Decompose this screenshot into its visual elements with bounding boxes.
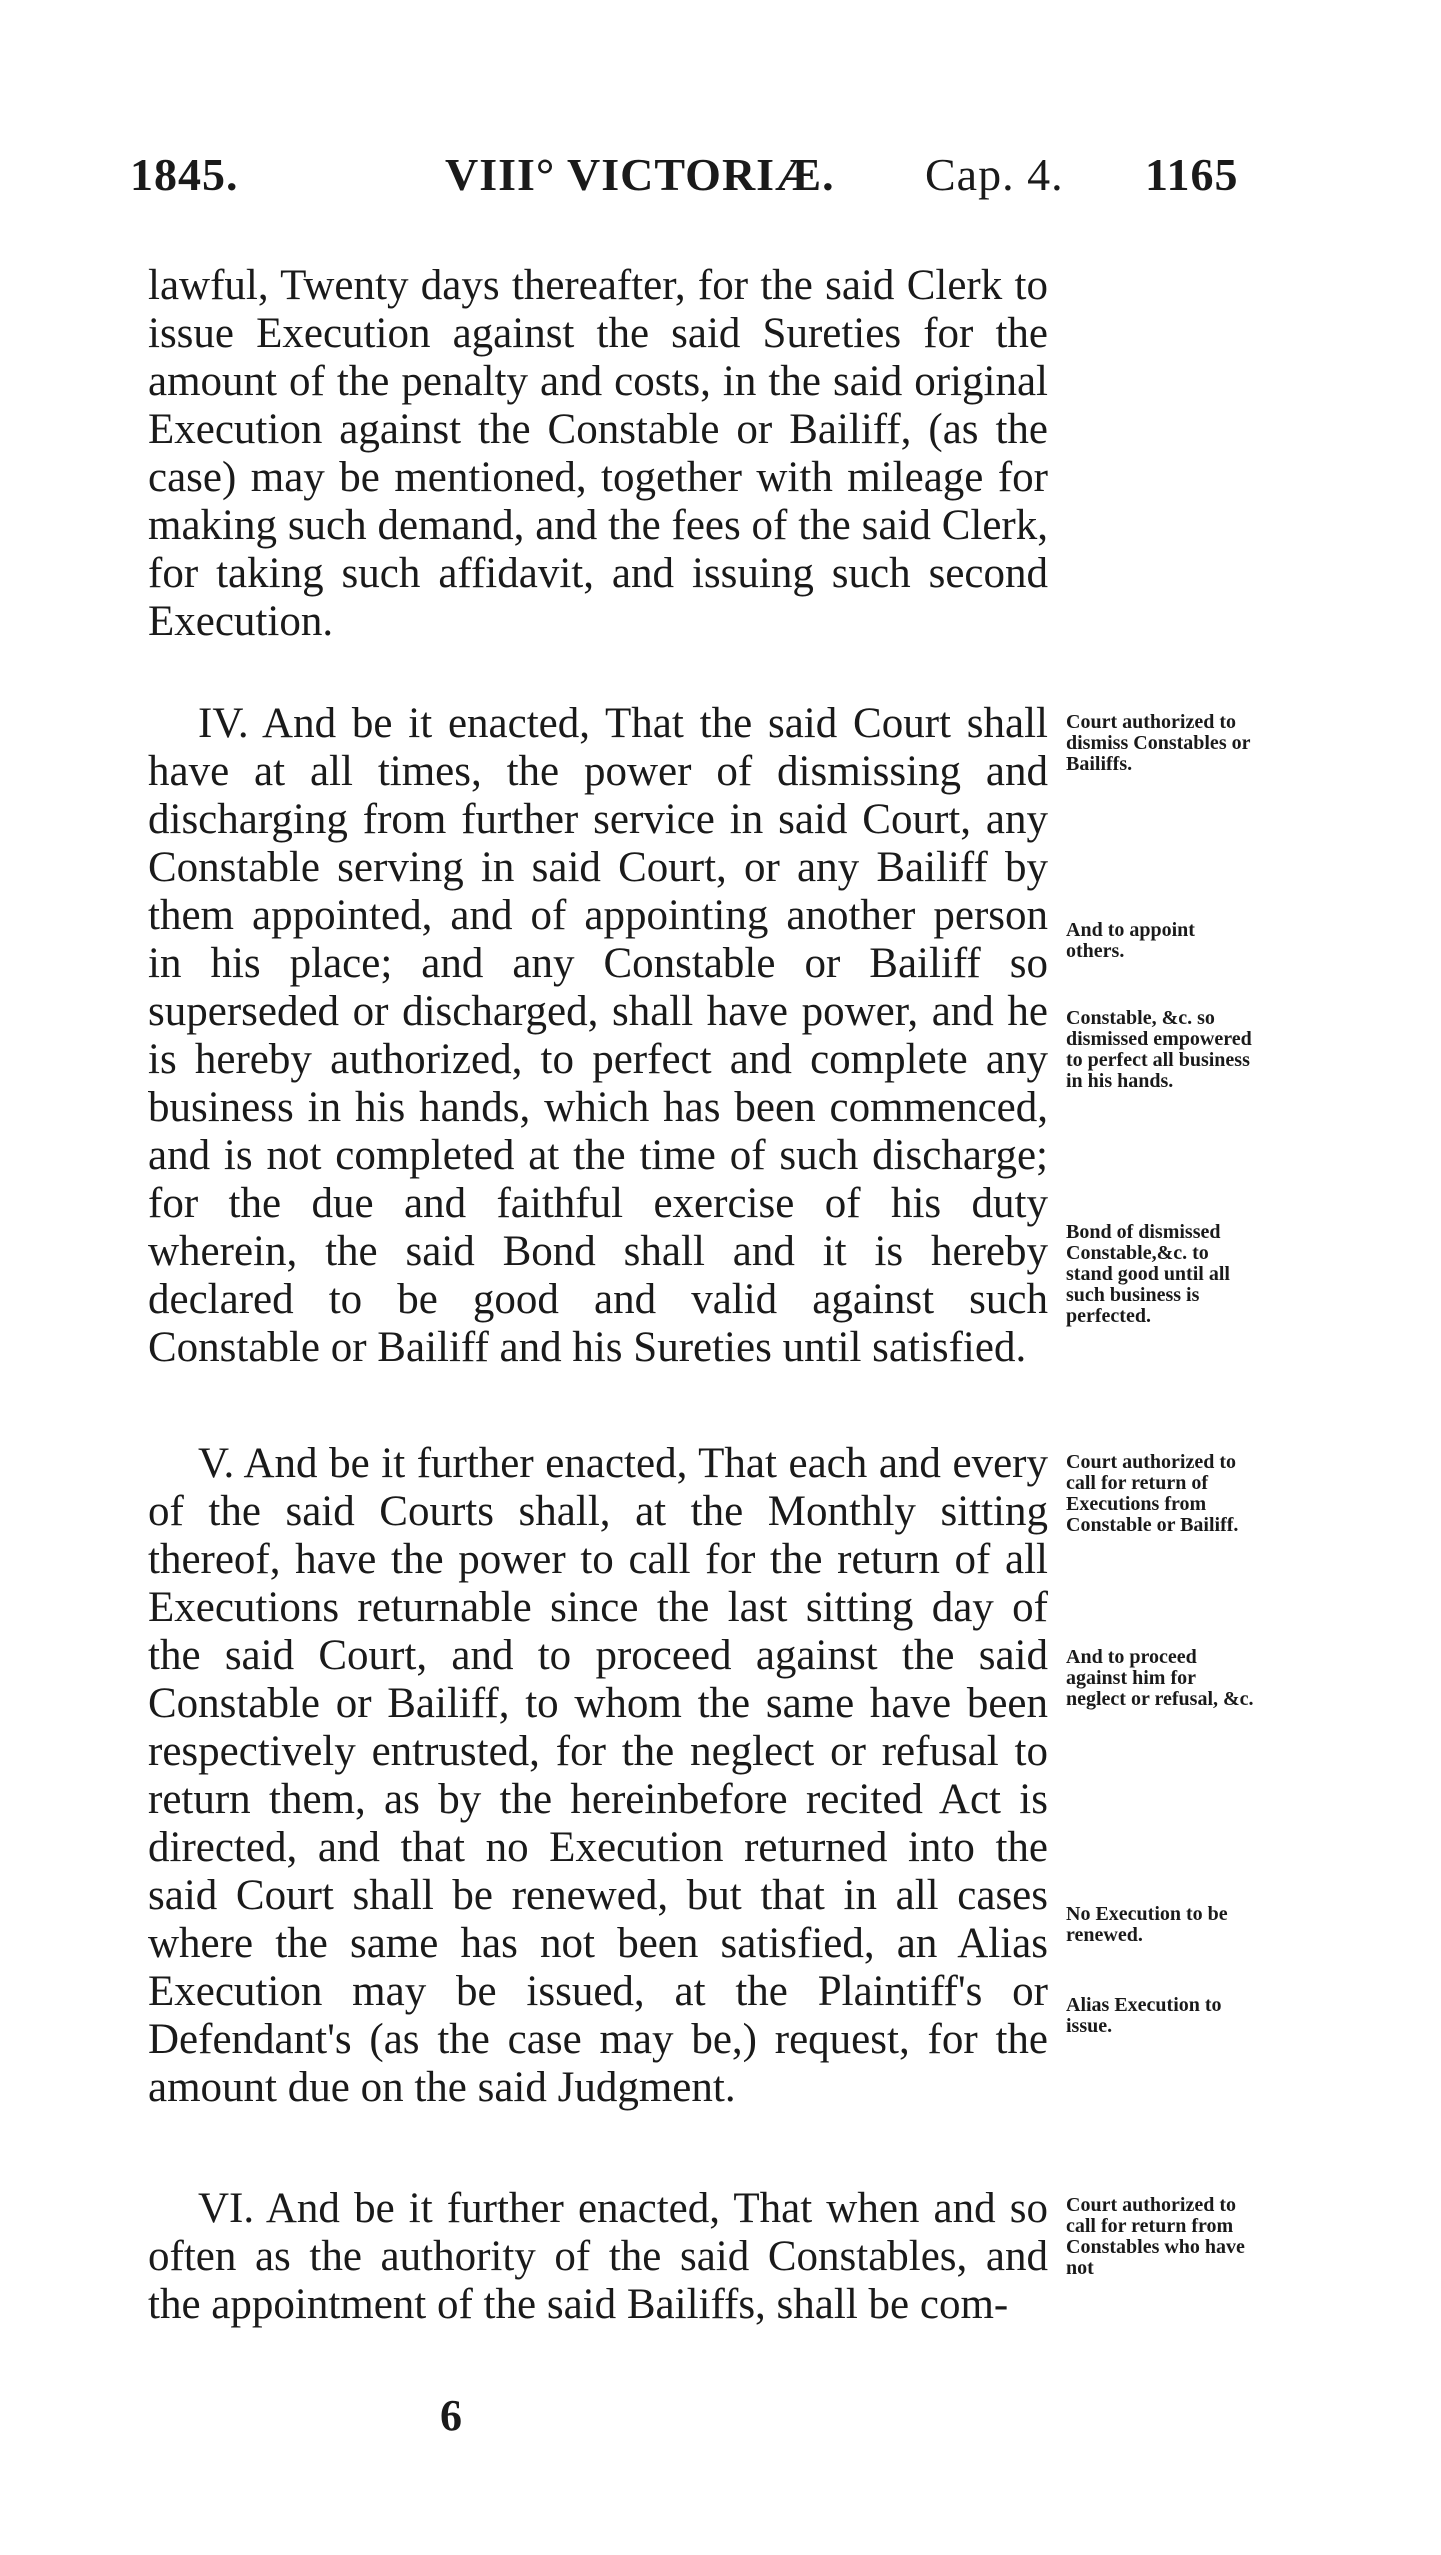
margin-note: Court authorized to call for return of Executions from Constable or Bailiff. xyxy=(1066,1451,1239,1536)
section-v-text: V. And be it further enacted, That each and every of the said Courts shall, at the Monthly sitting thereof, have the power to call for the return of all Executions returnable since the last sitting day of the said Court, and to proceed against the said Constable or Bailiff, to whom the same have been respectively entrusted, for the neglect or refusal to return them, as by the hereinbefore recited Act is directed, and that no Execution returned into the said Court shall be renewed, but that in all cases where the same has not been satisfied, an Alias Execution may be issued, at the Plaintiff's or Defendant's (as the case may be,) request, for the amount due on the said Judgment. xyxy=(148,1440,1048,2111)
margin-note: Alias Execution to issue. xyxy=(1066,1994,1222,2037)
page-header xyxy=(130,148,1280,218)
margin-note: And to proceed against him for neglect or refusal, &c. xyxy=(1066,1646,1254,1710)
margin-note: No Execution to be renewed. xyxy=(1066,1903,1228,1946)
continuation-paragraph xyxy=(148,262,1048,646)
section-iv-text: IV. And be it enacted, That the said Court shall have at all times, the power of dismissing and discharging from further service in said Court, any Constable serving in said Court, or any Bailiff by them appointed, and of appointing another person in his place; and any Constable or Bailiff so superseded or discharged, shall have power, and he is hereby authorized, to perfect and complete any business in his hands, which has been commenced, and is not completed at the time of such discharge; for the due and faithful exercise of his duty wherein, the said Bond shall and it is hereby declared to be good and valid against such Constable or Bailiff and his Sureties until satisfied. xyxy=(148,700,1048,1371)
header-title: VIII° VICTORIÆ. xyxy=(445,149,835,200)
section-iv xyxy=(148,700,1048,1372)
section-vi-text: VI. And be it further enacted, That when and so often as the authority of the said Constables, and the appointment of the said Bailiffs, shall be com- xyxy=(148,2185,1048,2328)
header-year: 1845. xyxy=(130,149,239,200)
margin-note: Court authorized to dismiss Constables or Bailiffs. xyxy=(1066,711,1251,775)
continuation-text: lawful, Twenty days thereafter, for the said Clerk to issue Execution against the said Sureties for the amount of the penalty and costs, in the said original Execution against the Constable or Bailiff, (as the case) may be mentioned, together with mileage for making such demand, and the fees of the said Clerk, for taking such affidavit, and issuing such second Execution. xyxy=(148,262,1048,645)
margin-note: Bond of dismissed Constable,&c. to stand good until all such business is perfected. xyxy=(1066,1221,1230,1327)
margin-note: And to appoint others. xyxy=(1066,919,1195,962)
header-page-number: 1165 xyxy=(1145,149,1239,200)
section-v xyxy=(148,1440,1048,2112)
signature-mark: 6 xyxy=(440,2391,462,2440)
margin-note: Court authorized to call for return from Constables who have not xyxy=(1066,2194,1245,2279)
section-vi xyxy=(148,2185,1048,2329)
margin-note: Constable, &c. so dismissed empowered to perfect all business in his hands. xyxy=(1066,1007,1252,1092)
header-chapter: Cap. 4. xyxy=(925,149,1064,200)
